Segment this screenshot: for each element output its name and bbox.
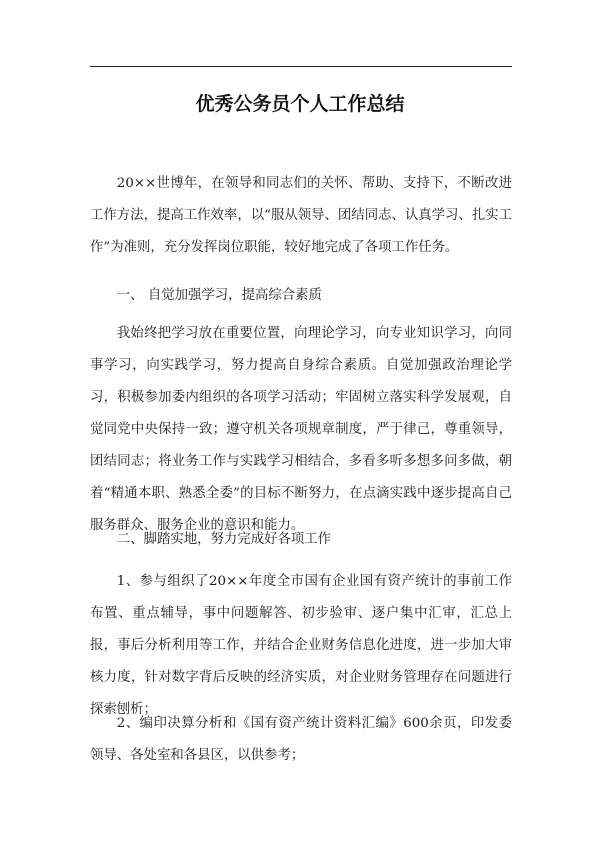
section-1-body: 我始终把学习放在重要位置，向理论学习，向专业知识学习，向同事学习，向实践学习，努力提高自身综合素质。自觉加强政治理论学习，积极参加委内组织的各项学习活动；牢固树立落实科学发展观，自觉同党中央保持一致；遵守机关各项规章制度，严于律己，尊重领导，团结同志；将业务工作与实践学习相结合，多看多听多想多问多做，朝着“精通本职、熟悉全委”的目标不断努力，在点滴实践中逐步提高自己服务群众、服务企业的意识和能力。 — [90, 326, 512, 533]
section-1-heading: 一、 自觉加强学习，提高综合素质 — [116, 288, 322, 303]
document-title: 优秀公务员个人工作总结 — [195, 92, 405, 115]
section-2-heading: 二、脚踏实地，努力完成好各项工作 — [116, 532, 332, 547]
header-rule — [90, 66, 512, 67]
intro-paragraph: 20××世博年，在领导和同志们的关怀、帮助、支持下，不断改进工作方法，提高工作效率，以“服从领导、团结同志、认真学习、扎实工作”为准则，充分发挥岗位职能，较好地完成了各项工作任务。 — [90, 176, 512, 255]
list-item-2: 2、编印决算分析和《国有资产统计资料汇编》600余页，印发委领导、各处室和各县区，以供参考； — [90, 716, 512, 763]
list-item-1: 1、参与组织了20××年度全市国有企业国有资产统计的事前工作布置、重点辅导，事中问题解答、初步验审、逐户集中汇审，汇总上报，事后分析利用等工作，并结合企业财务信息化进度，进一步加大审核力度，针对数字背后反映的经济实质，对企业财务管理存在问题进行探索刨析； — [90, 574, 512, 717]
